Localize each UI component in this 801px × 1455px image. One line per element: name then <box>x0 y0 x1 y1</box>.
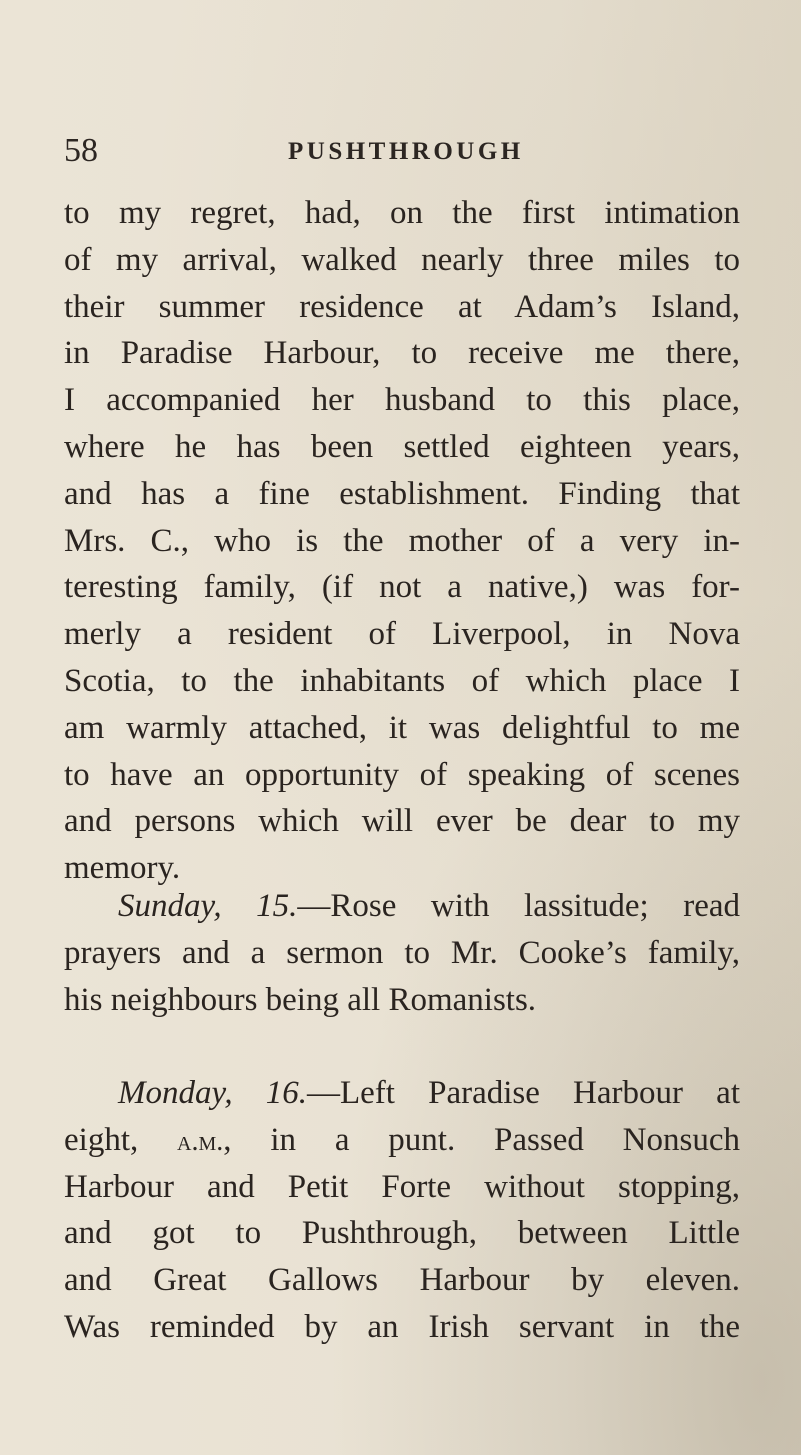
text-line: and has a fine establishment. Finding that <box>64 475 740 512</box>
text-line: to my regret, had, on the first intimation <box>64 195 740 231</box>
text-line: prayers and a sermon to Mr. Cooke’s family, <box>64 934 740 971</box>
text-fragment: —Left Paradise Harbour at <box>306 1075 740 1111</box>
text-line: and got to Pushthrough, between Little <box>64 1215 740 1252</box>
text-line <box>64 883 740 930</box>
time-abbrev: a.m. <box>177 1125 224 1157</box>
text-line: and persons which will ever be dear to my <box>64 803 740 840</box>
text-line: Harbour and Petit Forte without stopping, <box>64 1168 740 1205</box>
text-line: merly a resident of Liverpool, in Nova <box>64 616 740 653</box>
paragraph-1 <box>64 190 740 892</box>
text-line: in Paradise Harbour, to receive me there, <box>64 335 740 372</box>
diary-date: Monday, 16. <box>118 1075 307 1111</box>
text-line <box>64 1070 740 1117</box>
text-line: teresting family, (if not a native,) was for- <box>64 569 740 606</box>
running-head <box>64 132 744 172</box>
text-line <box>64 1117 740 1164</box>
text-line: Scotia, to the inhabitants of which place I <box>64 662 740 699</box>
text-line: to have an opportunity of speaking of scenes <box>64 756 740 793</box>
text-line: Was reminded by an Irish servant in the <box>64 1308 740 1345</box>
paragraph-3 <box>64 1070 740 1351</box>
text-line: am warmly attached, it was delightful to me <box>64 709 740 746</box>
running-title: PUSHTHROUGH <box>288 138 524 165</box>
text-line: and Great Gallows Harbour by eleven. <box>64 1262 740 1299</box>
text-line: memory. <box>64 850 181 887</box>
text-line: his neighbours being all Romanists. <box>64 981 537 1018</box>
text-line: Mrs. C., who is the mother of a very in- <box>64 522 740 559</box>
paragraph-2 <box>64 883 740 1023</box>
text-fragment: eight, <box>64 1121 139 1158</box>
text-line: of my arrival, walked nearly three miles to <box>64 241 740 278</box>
text-line: I accompanied her husband to this place, <box>64 382 740 419</box>
text-line: their summer residence at Adam’s Island, <box>64 288 740 325</box>
text-fragment: —Rose with lassitude; read <box>297 888 740 924</box>
text-line: where he has been settled eighteen years, <box>64 428 740 465</box>
diary-date: Sunday, 15. <box>118 888 298 924</box>
page-number: 58 <box>64 132 98 169</box>
text-fragment: , in a punt. Passed Nonsuch <box>223 1121 740 1158</box>
